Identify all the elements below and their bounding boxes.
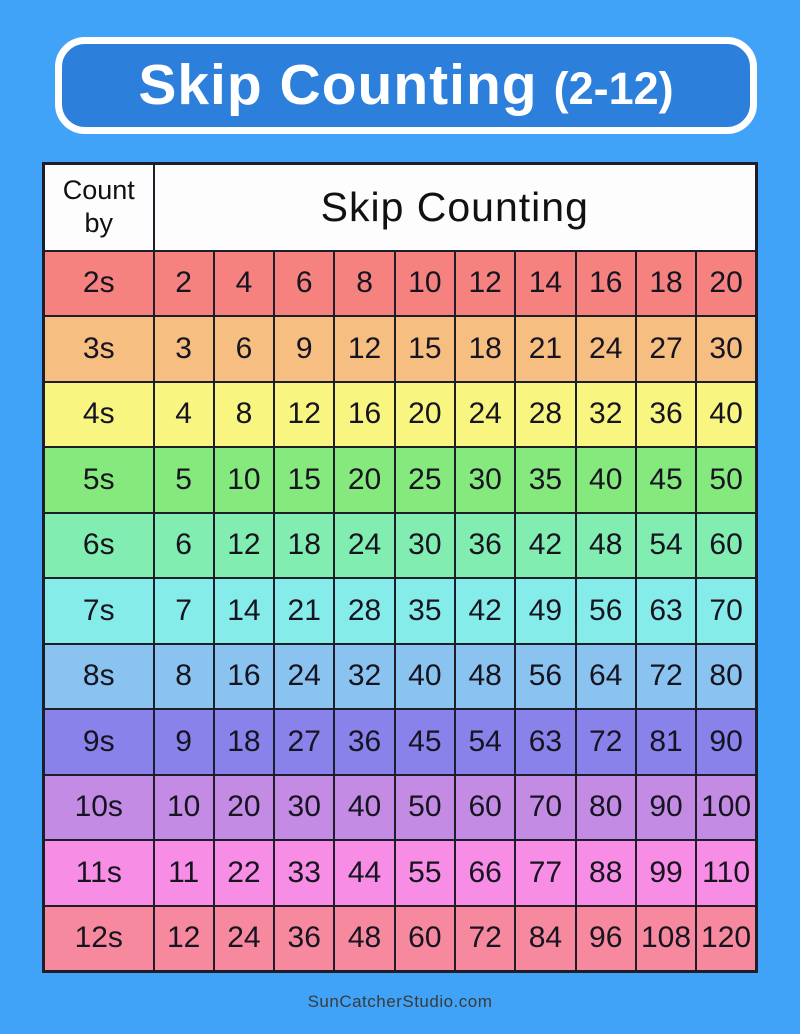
value-cell: 36 [455, 513, 515, 579]
value-cell: 16 [576, 251, 636, 317]
value-cell: 70 [515, 775, 575, 841]
value-cell: 12 [455, 251, 515, 317]
value-cell: 8 [154, 644, 214, 710]
table-row [44, 316, 757, 382]
value-cell: 24 [455, 382, 515, 448]
value-cell: 84 [515, 906, 575, 972]
value-cell: 40 [576, 447, 636, 513]
value-cell: 32 [576, 382, 636, 448]
value-cell: 24 [334, 513, 394, 579]
value-cell: 63 [636, 578, 696, 644]
value-cell: 27 [274, 709, 334, 775]
table-row [44, 709, 757, 775]
value-cell: 42 [515, 513, 575, 579]
value-cell: 100 [696, 775, 756, 841]
value-cell: 25 [395, 447, 455, 513]
value-cell: 40 [334, 775, 394, 841]
value-cell: 21 [274, 578, 334, 644]
title-box [55, 37, 757, 134]
value-cell: 20 [395, 382, 455, 448]
value-cell: 81 [636, 709, 696, 775]
value-cell: 5 [154, 447, 214, 513]
value-cell: 80 [576, 775, 636, 841]
value-cell: 7 [154, 578, 214, 644]
skip-counting-table [42, 162, 758, 973]
value-cell: 33 [274, 840, 334, 906]
value-cell: 44 [334, 840, 394, 906]
value-cell: 15 [274, 447, 334, 513]
value-cell: 16 [334, 382, 394, 448]
value-cell: 36 [636, 382, 696, 448]
value-cell: 14 [214, 578, 274, 644]
value-cell: 42 [455, 578, 515, 644]
value-cell: 60 [455, 775, 515, 841]
table-row [44, 906, 757, 972]
value-cell: 20 [334, 447, 394, 513]
value-cell: 3 [154, 316, 214, 382]
row-label: 7s [44, 578, 154, 644]
value-cell: 45 [636, 447, 696, 513]
value-cell: 30 [696, 316, 756, 382]
value-cell: 12 [214, 513, 274, 579]
value-cell: 8 [334, 251, 394, 317]
value-cell: 54 [455, 709, 515, 775]
value-cell: 54 [636, 513, 696, 579]
value-cell: 15 [395, 316, 455, 382]
value-cell: 50 [395, 775, 455, 841]
value-cell: 36 [334, 709, 394, 775]
row-label: 11s [44, 840, 154, 906]
value-cell: 21 [515, 316, 575, 382]
value-cell: 18 [214, 709, 274, 775]
value-cell: 45 [395, 709, 455, 775]
page-title: Skip Counting [138, 53, 538, 117]
table-row [44, 578, 757, 644]
value-cell: 12 [334, 316, 394, 382]
footer-credit: SunCatcherStudio.com [307, 992, 493, 1011]
value-cell: 49 [515, 578, 575, 644]
value-cell: 18 [636, 251, 696, 317]
value-cell: 72 [455, 906, 515, 972]
value-cell: 70 [696, 578, 756, 644]
value-cell: 32 [334, 644, 394, 710]
value-cell: 12 [154, 906, 214, 972]
value-cell: 28 [515, 382, 575, 448]
value-cell: 12 [274, 382, 334, 448]
table-row [44, 251, 757, 317]
value-cell: 48 [334, 906, 394, 972]
value-cell: 8 [214, 382, 274, 448]
value-cell: 18 [455, 316, 515, 382]
value-cell: 60 [395, 906, 455, 972]
value-cell: 9 [154, 709, 214, 775]
value-cell: 4 [154, 382, 214, 448]
row-label: 12s [44, 906, 154, 972]
table-row [44, 382, 757, 448]
corner-header: Count by [44, 164, 154, 251]
value-cell: 55 [395, 840, 455, 906]
value-cell: 90 [636, 775, 696, 841]
value-cell: 30 [455, 447, 515, 513]
row-label: 10s [44, 775, 154, 841]
table-row [44, 513, 757, 579]
value-cell: 64 [576, 644, 636, 710]
value-cell: 96 [576, 906, 636, 972]
value-cell: 40 [696, 382, 756, 448]
value-cell: 18 [274, 513, 334, 579]
row-label: 2s [44, 251, 154, 317]
value-cell: 24 [576, 316, 636, 382]
header-row [44, 164, 757, 251]
value-cell: 77 [515, 840, 575, 906]
value-cell: 28 [334, 578, 394, 644]
page-title-range: (2-12) [553, 63, 674, 114]
value-cell: 20 [214, 775, 274, 841]
value-cell: 40 [395, 644, 455, 710]
row-label: 8s [44, 644, 154, 710]
value-cell: 6 [214, 316, 274, 382]
value-cell: 4 [214, 251, 274, 317]
value-cell: 110 [696, 840, 756, 906]
value-cell: 6 [274, 251, 334, 317]
value-cell: 24 [274, 644, 334, 710]
value-cell: 24 [214, 906, 274, 972]
value-cell: 120 [696, 906, 756, 972]
value-cell: 48 [455, 644, 515, 710]
row-label: 5s [44, 447, 154, 513]
value-cell: 10 [214, 447, 274, 513]
value-cell: 30 [395, 513, 455, 579]
row-label: 4s [44, 382, 154, 448]
value-cell: 50 [696, 447, 756, 513]
value-cell: 16 [214, 644, 274, 710]
table-row [44, 447, 757, 513]
value-cell: 108 [636, 906, 696, 972]
value-cell: 35 [515, 447, 575, 513]
table-row [44, 644, 757, 710]
value-cell: 63 [515, 709, 575, 775]
value-cell: 99 [636, 840, 696, 906]
value-cell: 56 [576, 578, 636, 644]
value-cell: 10 [395, 251, 455, 317]
value-cell: 2 [154, 251, 214, 317]
value-cell: 9 [274, 316, 334, 382]
value-cell: 72 [636, 644, 696, 710]
value-cell: 36 [274, 906, 334, 972]
value-cell: 60 [696, 513, 756, 579]
value-cell: 11 [154, 840, 214, 906]
value-cell: 27 [636, 316, 696, 382]
row-label: 6s [44, 513, 154, 579]
value-cell: 48 [576, 513, 636, 579]
value-cell: 88 [576, 840, 636, 906]
value-cell: 6 [154, 513, 214, 579]
value-cell: 30 [274, 775, 334, 841]
row-label: 3s [44, 316, 154, 382]
table-row [44, 840, 757, 906]
value-cell: 14 [515, 251, 575, 317]
table-row [44, 775, 757, 841]
value-cell: 22 [214, 840, 274, 906]
row-label: 9s [44, 709, 154, 775]
value-cell: 10 [154, 775, 214, 841]
value-cell: 72 [576, 709, 636, 775]
span-header: Skip Counting [154, 164, 757, 251]
value-cell: 56 [515, 644, 575, 710]
value-cell: 90 [696, 709, 756, 775]
value-cell: 66 [455, 840, 515, 906]
value-cell: 35 [395, 578, 455, 644]
value-cell: 20 [696, 251, 756, 317]
value-cell: 80 [696, 644, 756, 710]
